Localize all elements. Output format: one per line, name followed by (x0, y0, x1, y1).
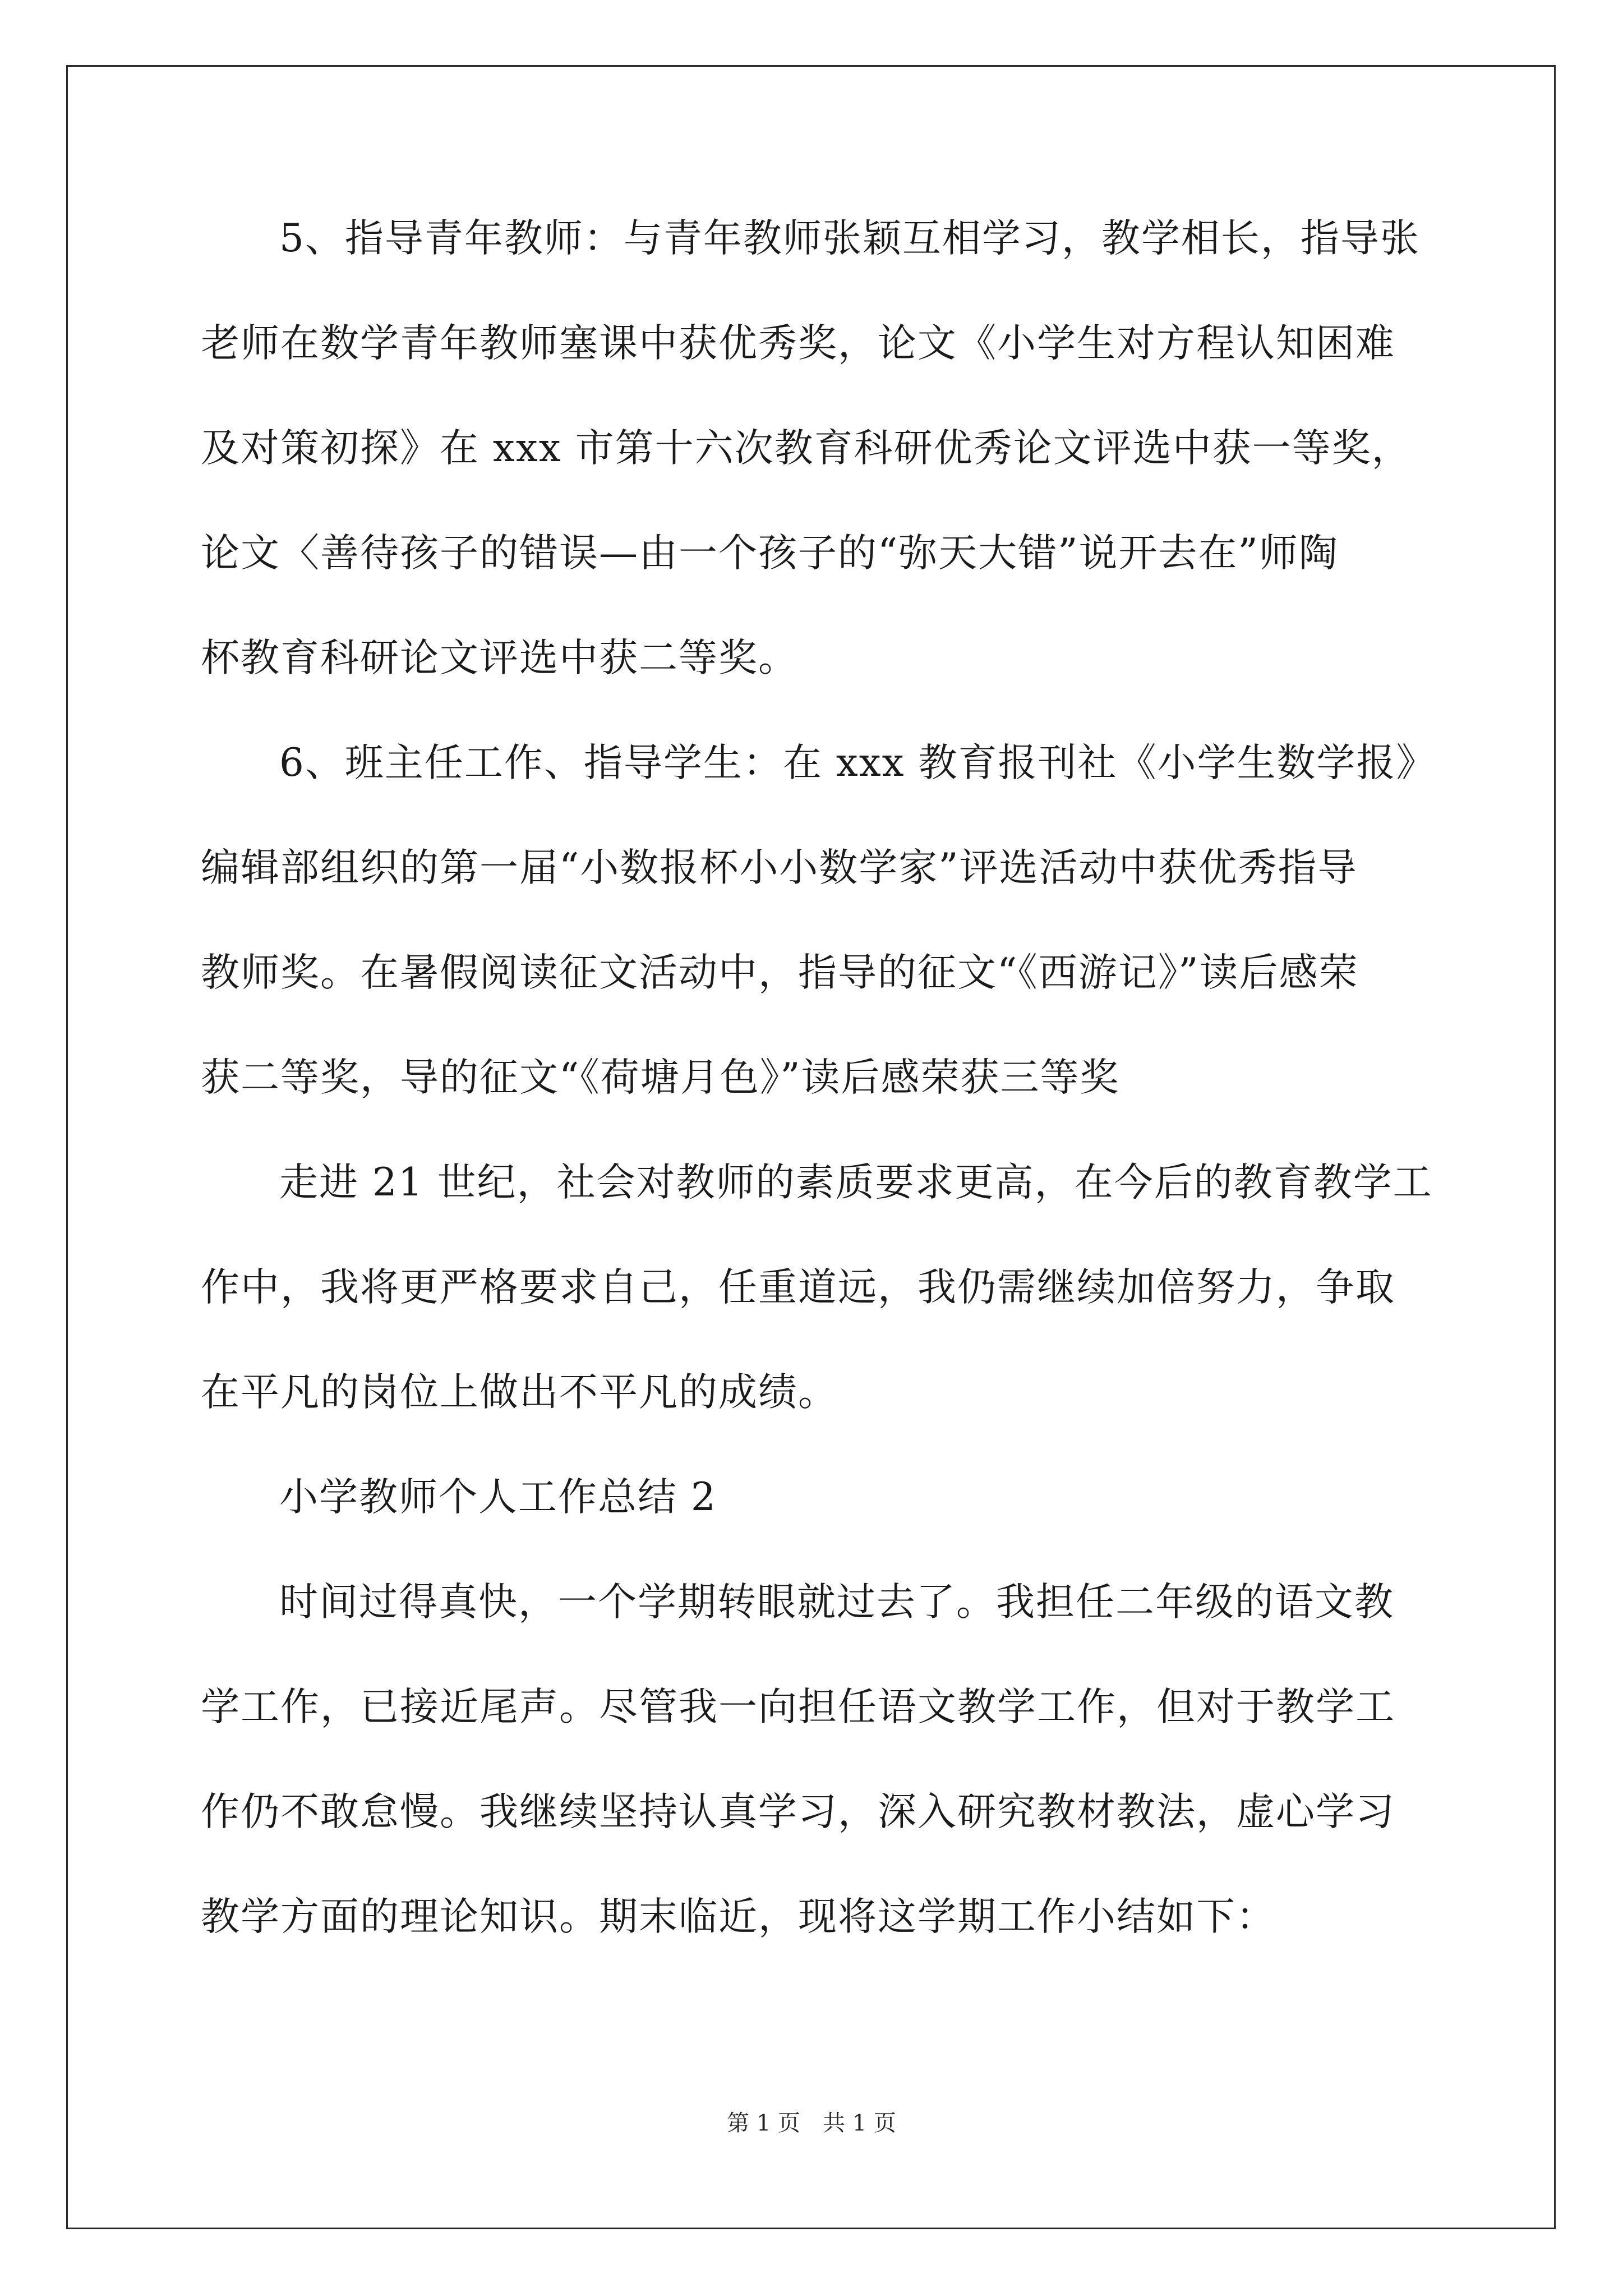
paragraph-line: 杯教育科研论文评选中获二等奖。 (201, 636, 798, 680)
paragraph-line: 教学方面的理论知识。期末临近，现将这学期工作小结如下： (201, 1894, 1276, 1939)
paragraph-line: 及对策初探》在 xxx 市第十六次教育科研优秀论文评选中获一等奖， (201, 426, 1412, 471)
paragraph-line: 6、班主任工作、指导学生：在 xxx 教育报刊社《小学生数学报》 (279, 740, 1436, 785)
paragraph-line: 在平凡的岗位上做出不平凡的成绩。 (201, 1370, 838, 1415)
paragraph-line: 编辑部组织的第一届“小数报杯小小数学家”评选活动中获优秀指导 (201, 845, 1358, 890)
paragraph-line: 时间过得真快，一个学期转眼就过去了。我担任二年级的语文教 (279, 1580, 1394, 1625)
paragraph-line: 作中，我将更严格要求自己，任重道远，我仍需继续加倍努力，争取 (201, 1265, 1395, 1310)
paragraph-line: 5、指导青年教师：与青年教师张颖互相学习，教学相长，指导张 (279, 216, 1420, 261)
paragraph-line: 论文〈善待孩子的错误—由一个孩子的“弥天大错”说开去在”师陶 (201, 531, 1339, 576)
paragraph-line: 作仍不敢怠慢。我继续坚持认真学习，深入研究教材教法，虚心学习 (201, 1789, 1395, 1834)
paragraph-line: 走进 21 世纪，社会对教师的素质要求更高，在今后的教育教学工 (279, 1160, 1433, 1205)
section-heading: 小学教师个人工作总结 2 (279, 1475, 717, 1520)
paragraph-line: 教师奖。在暑假阅读征文活动中，指导的征文“《西游记》”读后感荣 (201, 950, 1359, 995)
paragraph-line: 老师在数学青年教师塞课中获优秀奖，论文《小学生对方程认知困难 (201, 321, 1395, 366)
paragraph-line: 获二等奖，导的征文“《荷塘月色》”读后感荣获三等奖 (201, 1055, 1120, 1100)
paragraph-line: 学工作，已接近尾声。尽管我一向担任语文教学工作，但对于教学工 (201, 1685, 1395, 1729)
page-number-footer: 第 1 页 共 1 页 (727, 2110, 896, 2136)
